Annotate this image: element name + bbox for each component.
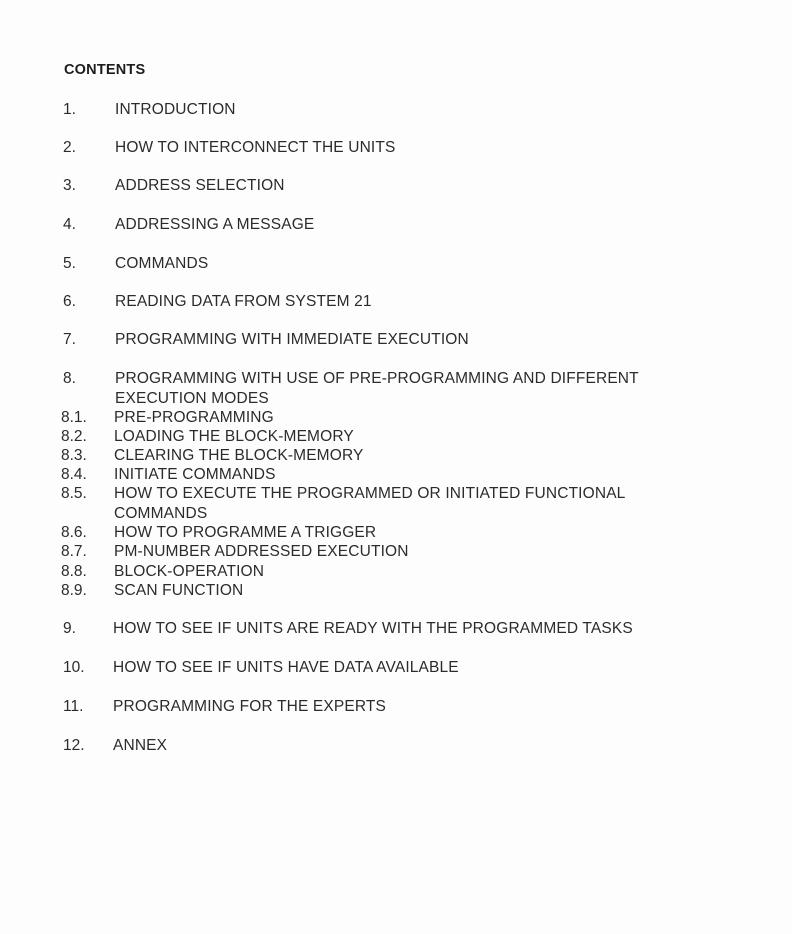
toc-entry-number: 1.: [63, 101, 76, 118]
toc-entry-number: 5.: [63, 255, 76, 272]
toc-entry-number: 11.: [63, 698, 84, 715]
toc-entry-title: INTRODUCTION: [115, 101, 236, 118]
toc-entry-title: HOW TO SEE IF UNITS ARE READY WITH THE PROGRAMMED TASKS: [113, 620, 633, 637]
toc-entry-number: 2.: [63, 139, 76, 156]
toc-entry-title-line: COMMANDS: [114, 504, 208, 522]
toc-entry-title: ADDRESS SELECTION: [115, 177, 285, 194]
toc-entry-number: 12.: [63, 737, 85, 754]
toc-entry-title: PM-NUMBER ADDRESSED EXECUTION: [114, 543, 409, 560]
toc-entry-title: COMMANDS: [115, 255, 209, 272]
toc-entry-number: 3.: [63, 177, 76, 194]
toc-entry-title: SCAN FUNCTION: [114, 582, 244, 599]
toc-entry-title: BLOCK-OPERATION: [114, 563, 265, 580]
toc-entry-title: PROGRAMMING FOR THE EXPERTS: [113, 698, 387, 715]
toc-entry-title: CLEARING THE BLOCK-MEMORY: [114, 447, 364, 464]
toc-entry-number: 7.: [63, 331, 76, 348]
toc-entry-title: INITIATE COMMANDS: [114, 466, 276, 483]
toc-entry-number: 8.8.: [61, 563, 87, 580]
toc-entry-title: ADDRESSING A MESSAGE: [115, 216, 315, 233]
toc-entry-number: 6.: [63, 293, 76, 310]
toc-entry-title: [114, 484, 674, 523]
toc-entry-number: 8.9.: [61, 582, 87, 599]
toc-entry-title: [115, 369, 675, 408]
toc-entry-number: 8.1.: [61, 409, 87, 426]
toc-entry-title: PROGRAMMING WITH IMMEDIATE EXECUTION: [115, 331, 469, 348]
toc-entry-number: 8.3.: [61, 447, 87, 464]
toc-entry-title: HOW TO SEE IF UNITS HAVE DATA AVAILABLE: [113, 659, 459, 676]
toc-entry-number: 4.: [63, 216, 76, 233]
toc-entry-title: PRE-PROGRAMMING: [114, 409, 274, 426]
toc-entry-title-line: EXECUTION MODES: [115, 389, 269, 407]
toc-entry-number: 9.: [63, 620, 76, 637]
toc-entry-number: 8.6.: [61, 524, 87, 541]
toc-entry-number: 10.: [63, 659, 85, 676]
toc-entry-title: LOADING THE BLOCK-MEMORY: [114, 428, 354, 445]
toc-entry-title-line: HOW TO EXECUTE THE PROGRAMMED OR INITIATED FUNCTIONAL: [114, 485, 626, 502]
toc-entry-title: READING DATA FROM SYSTEM 21: [115, 293, 372, 310]
contents-heading: CONTENTS: [64, 62, 146, 78]
toc-entry-number: 8.: [63, 370, 76, 387]
toc-entry-title: HOW TO INTERCONNECT THE UNITS: [115, 139, 396, 156]
toc-entry-number: 8.2.: [61, 428, 87, 445]
toc-entry-title: HOW TO PROGRAMME A TRIGGER: [114, 524, 377, 541]
toc-entry-title-line: PROGRAMMING WITH USE OF PRE-PROGRAMMING AND DIFFERENT: [115, 370, 639, 387]
toc-entry-number: 8.5.: [61, 485, 87, 502]
toc-entry-number: 8.4.: [61, 466, 87, 483]
toc-entry-title: ANNEX: [113, 737, 168, 754]
toc-entry-number: 8.7.: [61, 543, 87, 560]
